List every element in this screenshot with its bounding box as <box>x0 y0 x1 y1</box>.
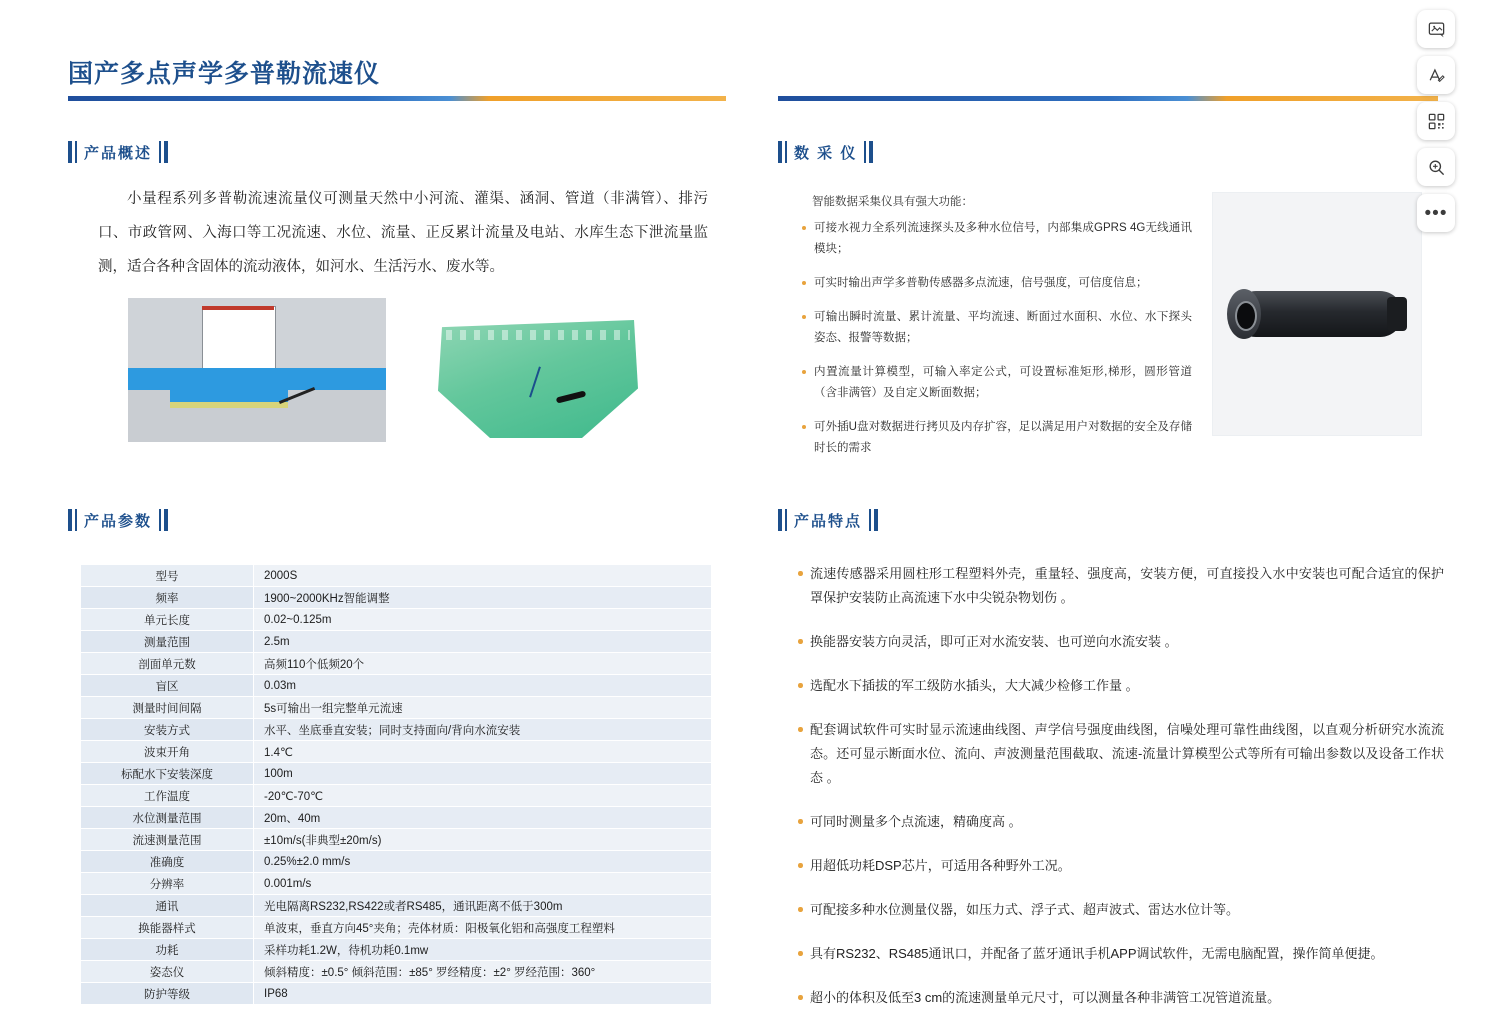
collector-intro: 智能数据采集仪具有强大功能： <box>812 196 973 208</box>
device-photo-card <box>1212 192 1422 436</box>
pill-bar-left-thin <box>785 141 787 163</box>
collector-feature-list <box>800 218 1192 472</box>
table-row <box>81 851 712 873</box>
table-row <box>81 653 712 675</box>
spec-table-body <box>81 565 712 1005</box>
spec-value: -20℃-70℃ <box>254 785 712 807</box>
spec-key: 分辨率 <box>81 873 254 895</box>
pill-bar-right-thin <box>159 509 161 531</box>
list-item: 用超低功耗DSP芯片，可适用各种野外工况。 <box>796 854 1444 878</box>
spec-value: 水平、坐底垂直安装；同时支持面向/背向水流安装 <box>254 719 712 741</box>
title-divider-right <box>778 96 1438 101</box>
section-title-collector: 数 采 仪 <box>794 144 858 162</box>
pill-bar-right <box>874 509 878 531</box>
right-column <box>750 0 1501 1005</box>
figure-channel-bed <box>170 402 288 408</box>
title-divider <box>68 96 726 101</box>
spec-value: 0.25%±2.0 mm/s <box>254 851 712 873</box>
spec-value: 1.4℃ <box>254 741 712 763</box>
pill-bar-right-thin <box>864 141 866 163</box>
list-item: 具有RS232、RS485通讯口，并配备了蓝牙通讯手机APP调试软件，无需电脑配置，操作简单便捷。 <box>796 942 1444 966</box>
figure-manhole-box <box>202 306 276 370</box>
table-row <box>81 719 712 741</box>
table-row <box>81 939 712 961</box>
table-row <box>81 961 712 983</box>
list-item: 可输出瞬时流量、累计流量、平均流速、断面过水面积、水位、水下探头姿态、报警等数据； <box>800 307 1192 349</box>
spec-key: 工作温度 <box>81 785 254 807</box>
pill-bar-left-thin <box>75 141 77 163</box>
spec-value: 0.03m <box>254 675 712 697</box>
spec-key: 测量范围 <box>81 631 254 653</box>
pill-bar-left <box>68 509 72 531</box>
pill-bar-right <box>164 141 168 163</box>
spec-key: 换能器样式 <box>81 917 254 939</box>
figure-pipe-installation <box>128 298 386 442</box>
text-recognize-icon[interactable] <box>1417 56 1455 94</box>
spec-value: 高频110个低频20个 <box>254 653 712 675</box>
more-dots: ••• <box>1424 202 1448 224</box>
spec-key: 波束开角 <box>81 741 254 763</box>
product-feature-list <box>796 562 1444 1030</box>
spec-key: 剖面单元数 <box>81 653 254 675</box>
table-row <box>81 587 712 609</box>
table-row <box>81 565 712 587</box>
pill-bar-left <box>778 509 782 531</box>
list-item: 可实时输出声学多普勒传感器多点流速，信号强度，可信度信息； <box>800 273 1192 294</box>
pill-bar-left <box>68 141 72 163</box>
table-row <box>81 917 712 939</box>
spec-table <box>80 564 712 1005</box>
table-row <box>81 697 712 719</box>
pill-bar-right-thin <box>869 509 871 531</box>
spec-key: 准确度 <box>81 851 254 873</box>
spec-key: 流速测量范围 <box>81 829 254 851</box>
spec-value: 0.02~0.125m <box>254 609 712 631</box>
list-item: 配套调试软件可实时显示流速曲线图、声学信号强度曲线图，信噪处理可靠性曲线图，以直观分析研究水流流态。还可显示断面水位、流向、声波测量范围截取、流速-流量计算模型公式等所有可输出参数以及设备工作状态 。 <box>796 718 1444 790</box>
list-item: 内置流量计算模型，可输入率定公式，可设置标准矩形,梯形，圆形管道（含非满管）及自定义断面数据； <box>800 362 1192 404</box>
list-item: 换能器安装方向灵活，即可正对水流安装、也可逆向水流安装 。 <box>796 630 1444 654</box>
crop-image-icon[interactable] <box>1417 10 1455 48</box>
list-item: 超小的体积及低至3 cm的流速测量单元尺寸，可以测量各种非满管工况管道流量。 <box>796 986 1444 1010</box>
pill-bar-right <box>164 509 168 531</box>
pill-bar-left <box>778 141 782 163</box>
device-transducer-lens <box>1235 301 1257 331</box>
spec-value: 0.001m/s <box>254 873 712 895</box>
spec-key: 安装方式 <box>81 719 254 741</box>
spec-value: 1900~2000KHz智能调整 <box>254 587 712 609</box>
spec-key: 型号 <box>81 565 254 587</box>
spec-value: 采样功耗1.2W，待机功耗0.1mw <box>254 939 712 961</box>
spec-value: 倾斜精度：±0.5° 倾斜范围：±85° 罗经精度：±2° 罗经范围：360° <box>254 961 712 983</box>
list-item: 可接水视力全系列流速探头及多种水位信号，内部集成GPRS 4G无线通讯模块； <box>800 218 1192 260</box>
spec-value: 100m <box>254 763 712 785</box>
spec-value: 2.5m <box>254 631 712 653</box>
table-row <box>81 675 712 697</box>
table-row <box>81 983 712 1005</box>
figure-manhole-cover <box>202 306 274 310</box>
spec-key: 盲区 <box>81 675 254 697</box>
spec-key: 姿态仪 <box>81 961 254 983</box>
pill-bar-right-thin <box>159 141 161 163</box>
section-title-overview: 产品概述 <box>84 144 153 162</box>
spec-value: 光电隔离RS232,RS422或者RS485，通讯距离不低于300m <box>254 895 712 917</box>
spec-key: 通讯 <box>81 895 254 917</box>
section-header-features <box>778 508 878 532</box>
qr-scan-icon[interactable] <box>1417 102 1455 140</box>
list-item: 可配接多种水位测量仪器，如压力式、浮子式、超声波式、雷达水位计等。 <box>796 898 1444 922</box>
section-header-params <box>68 508 168 532</box>
spec-key: 标配水下安装深度 <box>81 763 254 785</box>
figure-channel-3d <box>438 320 638 438</box>
section-title-params: 产品参数 <box>84 512 153 530</box>
spec-key: 频率 <box>81 587 254 609</box>
list-item: 选配水下插拔的军工级防水插头，大大减少检修工作量 。 <box>796 674 1444 698</box>
device-connector <box>1387 297 1407 331</box>
spec-value: 2000S <box>254 565 712 587</box>
zoom-in-icon[interactable] <box>1417 148 1455 186</box>
spec-value: IP68 <box>254 983 712 1005</box>
table-row <box>81 609 712 631</box>
list-item: 可外插U盘对数据进行拷贝及内存扩容，足以满足用户对数据的安全及存储时长的需求 <box>800 417 1192 459</box>
table-row <box>81 631 712 653</box>
table-row <box>81 785 712 807</box>
spec-key: 测量时间间隔 <box>81 697 254 719</box>
table-row <box>81 807 712 829</box>
table-row <box>81 895 712 917</box>
pill-bar-left-thin <box>785 509 787 531</box>
pill-bar-right <box>869 141 873 163</box>
spec-key: 单元长度 <box>81 609 254 631</box>
pill-bar-left-thin <box>75 509 77 531</box>
page-title: 国产多点声学多普勒流速仪 <box>68 60 381 88</box>
list-item: 流速传感器采用圆柱形工程塑料外壳，重量轻、强度高，安装方便，可直接投入水中安装也可配合适宜的保护罩保护安装防止高流速下水中尖锐杂物划伤 。 <box>796 562 1444 610</box>
more-options-icon[interactable] <box>1417 194 1455 232</box>
table-row <box>81 829 712 851</box>
section-title-features: 产品特点 <box>794 512 863 530</box>
left-column <box>0 0 750 1002</box>
list-item: 可同时测量多个点流速，精确度高 。 <box>796 810 1444 834</box>
overview-paragraph: 小量程系列多普勒流速流量仪可测量天然中小河流、灌渠、涵洞、管道（非满管）、排污口、市政管网、入海口等工况流速、水位、流量、正反累计流量及电站、水库生态下泄流量监测，适合各种含固体的流动液体，如河水、生活污水、废水等。 <box>98 191 708 275</box>
figure-water-ripple <box>446 330 630 340</box>
spec-key: 功耗 <box>81 939 254 961</box>
spec-value: 单波束，垂直方向45°夹角；壳体材质：阳极氧化铝和高强度工程塑料 <box>254 917 712 939</box>
table-row <box>81 741 712 763</box>
section-header-collector <box>778 140 873 164</box>
spec-value: 20m、40m <box>254 807 712 829</box>
spec-value: ±10m/s(非典型±20m/s) <box>254 829 712 851</box>
spec-key: 水位测量范围 <box>81 807 254 829</box>
section-header-overview <box>68 140 168 164</box>
spec-key: 防护等级 <box>81 983 254 1005</box>
table-row <box>81 873 712 895</box>
spec-value: 5s可输出一组完整单元流速 <box>254 697 712 719</box>
floating-toolbar <box>1417 10 1455 240</box>
table-row <box>81 763 712 785</box>
